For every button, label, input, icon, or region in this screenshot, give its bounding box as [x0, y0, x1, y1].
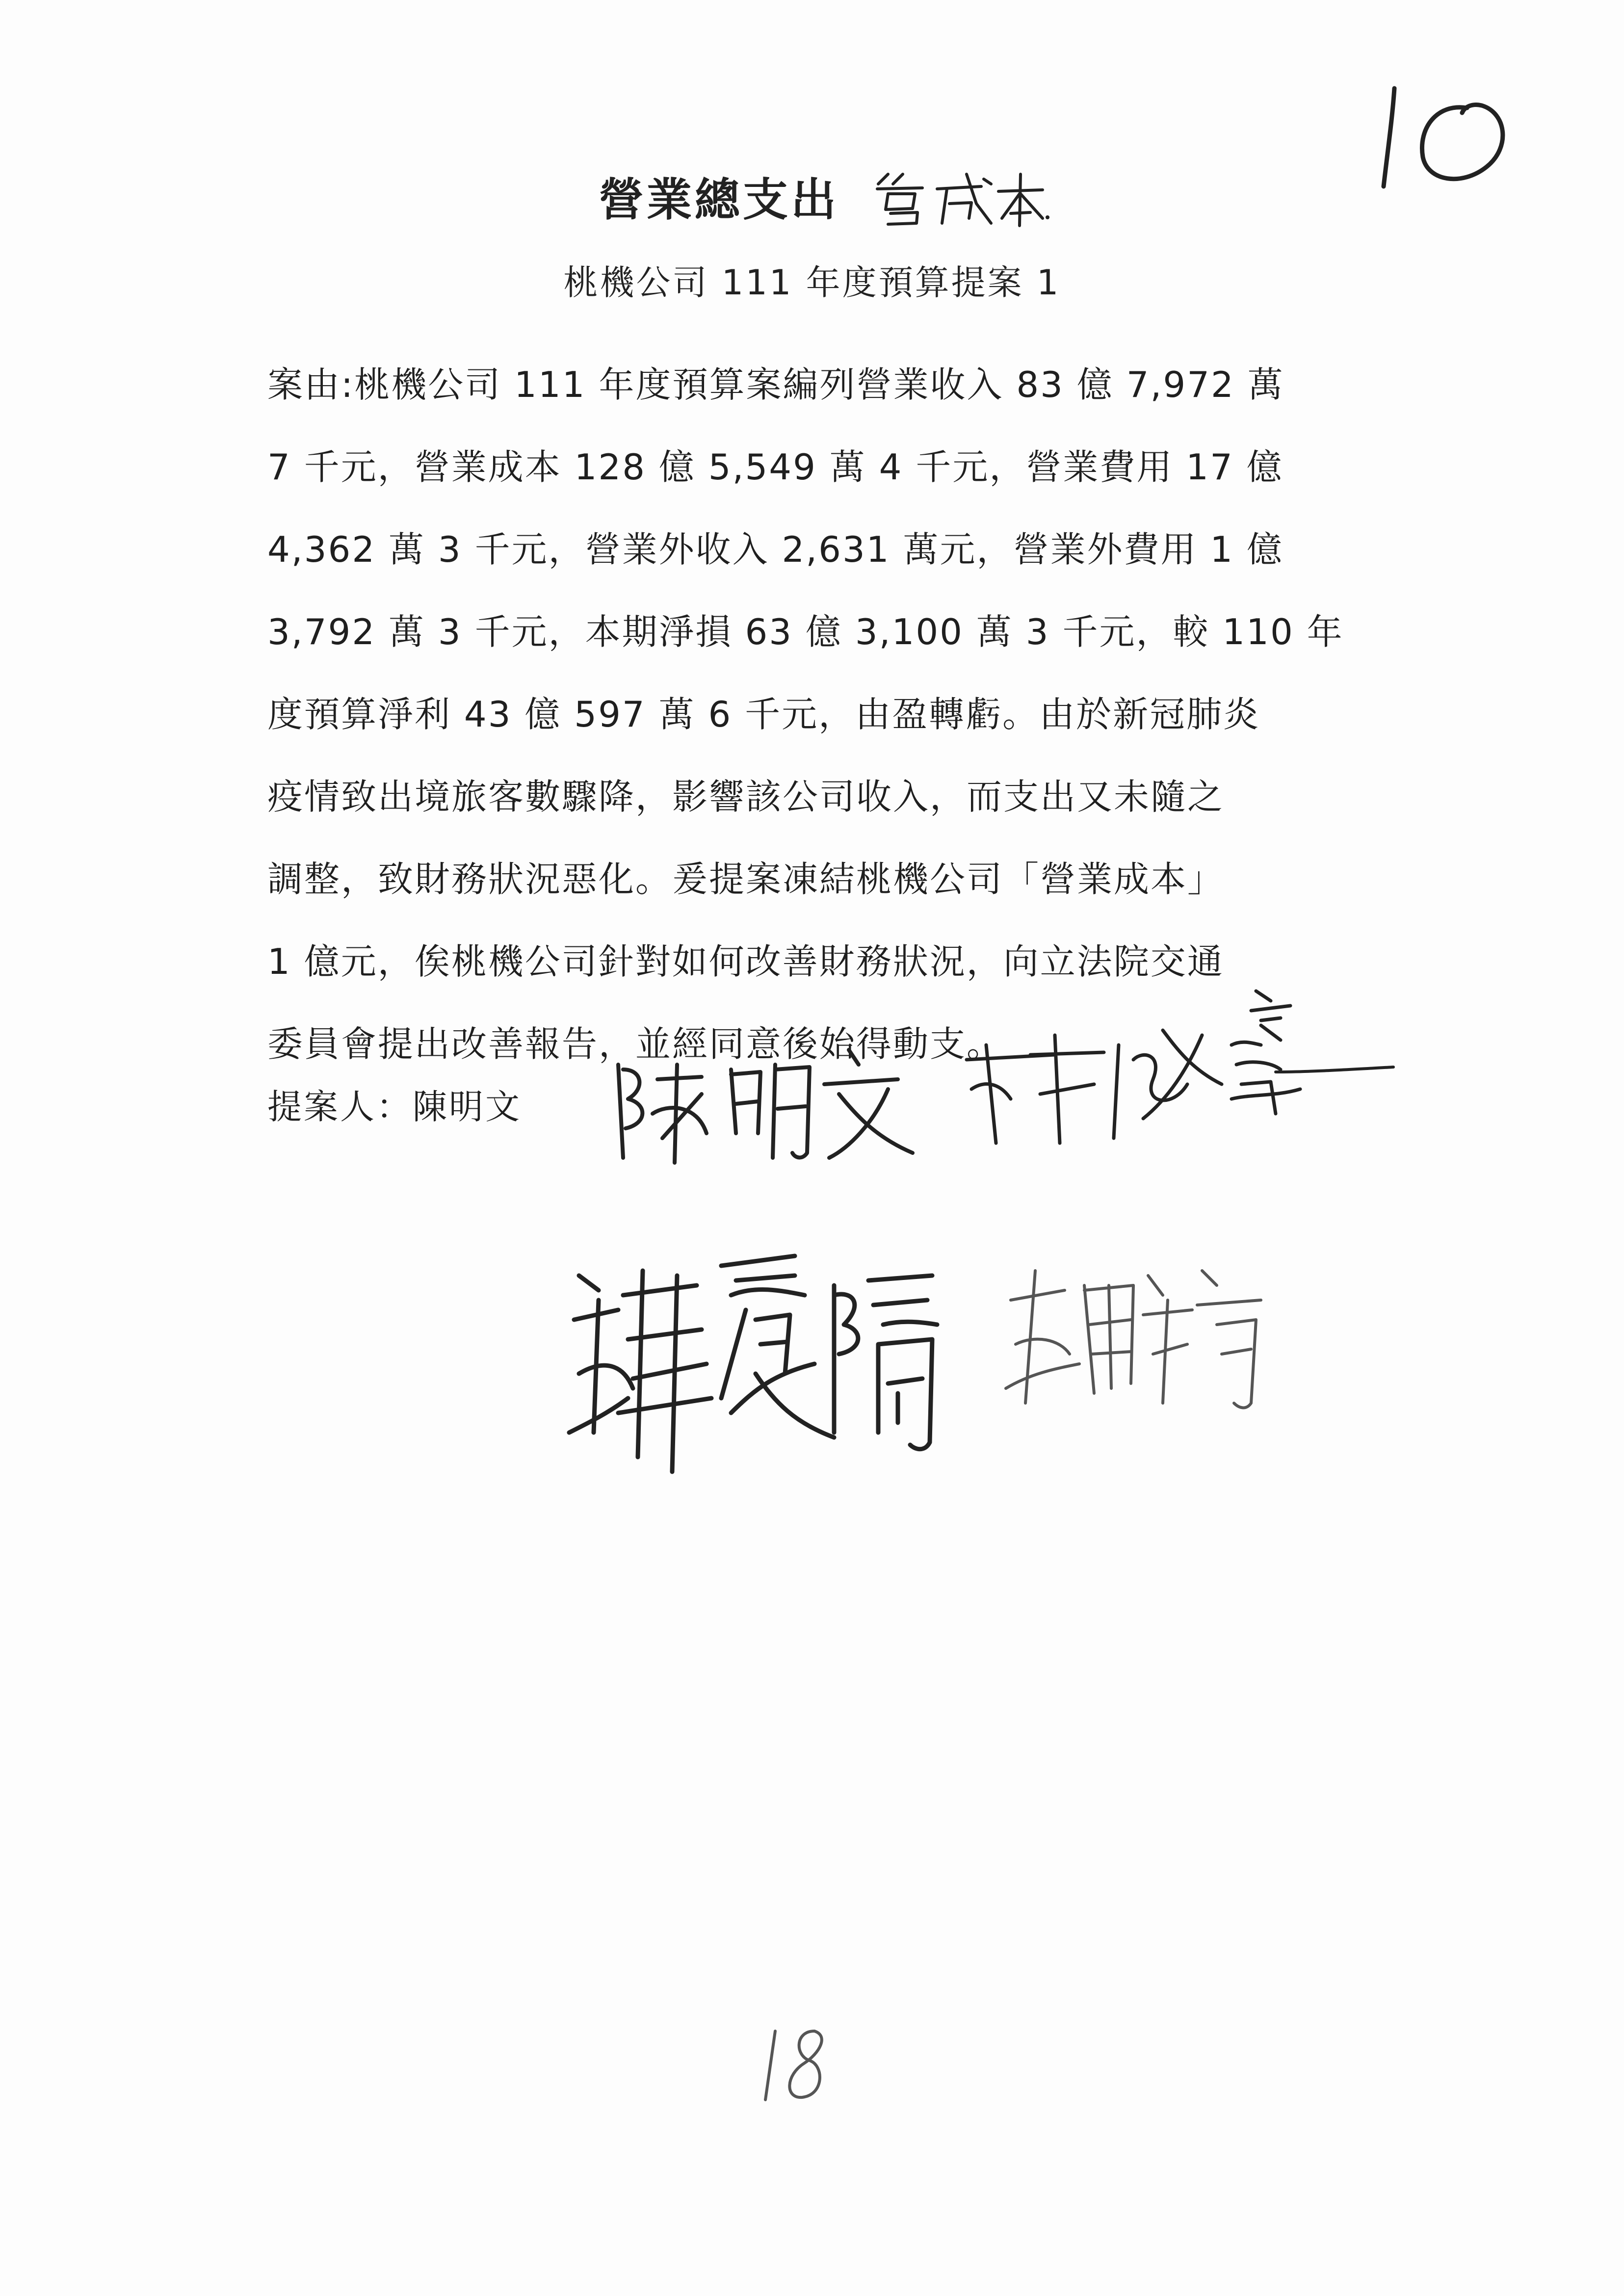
proposer-name: 陳明文: [413, 1087, 522, 1127]
handwritten-annotation-drawing: [873, 164, 1050, 228]
signature-3: [559, 1226, 962, 1482]
body-line: 案由:桃機公司 111 年度預算案編列營業收入 83 億 7,972 萬: [267, 364, 1284, 405]
signature-1: [603, 1035, 917, 1173]
handwritten-page-number-bottom: [756, 2021, 844, 2110]
title-handwritten-annotation: [873, 164, 1050, 228]
body-line: 度預算淨利 43 億 597 萬 6 千元，由盈轉虧。由於新冠肺炎: [267, 694, 1260, 735]
signature-drawing: [603, 1035, 917, 1173]
handwritten-page-number-top: [1364, 74, 1521, 201]
body-line: 7 千元，營業成本 128 億 5,549 萬 4 千元，營業費用 17 億: [267, 446, 1283, 488]
body-line: 3,792 萬 3 千元，本期淨損 63 億 3,100 萬 3 千元，較 110 年: [267, 611, 1344, 652]
body-line: 4,362 萬 3 千元，營業外收入 2,631 萬元，營業外費用 1 億: [267, 529, 1284, 570]
signature-drawing: [957, 971, 1398, 1158]
title-main: 營業總支出: [599, 173, 839, 226]
subtitle: 桃機公司 111 年度預算提案 1: [563, 262, 1061, 303]
signature-4: [996, 1256, 1271, 1413]
body-line: 調整，致財務狀況惡化。爰提案凍結桃機公司「營業成本」: [267, 859, 1225, 900]
body-line: 疫情致出境旅客數驟降，影響該公司收入，而支出又未隨之: [267, 776, 1225, 817]
body-line: 委員會提出改善報告，並經同意後始得動支。: [267, 1023, 1004, 1065]
signature-drawing: [559, 1226, 962, 1482]
body-line: 1 億元，俟桃機公司針對如何改善財務狀況，向立法院交通: [267, 941, 1224, 982]
proposer-line: [267, 1079, 522, 1129]
handwritten-10-drawing: [1364, 74, 1521, 201]
title-line: [599, 162, 1050, 231]
proposer-label: 提案人：: [267, 1087, 413, 1127]
handwritten-18-drawing: [756, 2021, 844, 2110]
signature-drawing: [996, 1256, 1271, 1413]
signature-2: [957, 971, 1398, 1158]
